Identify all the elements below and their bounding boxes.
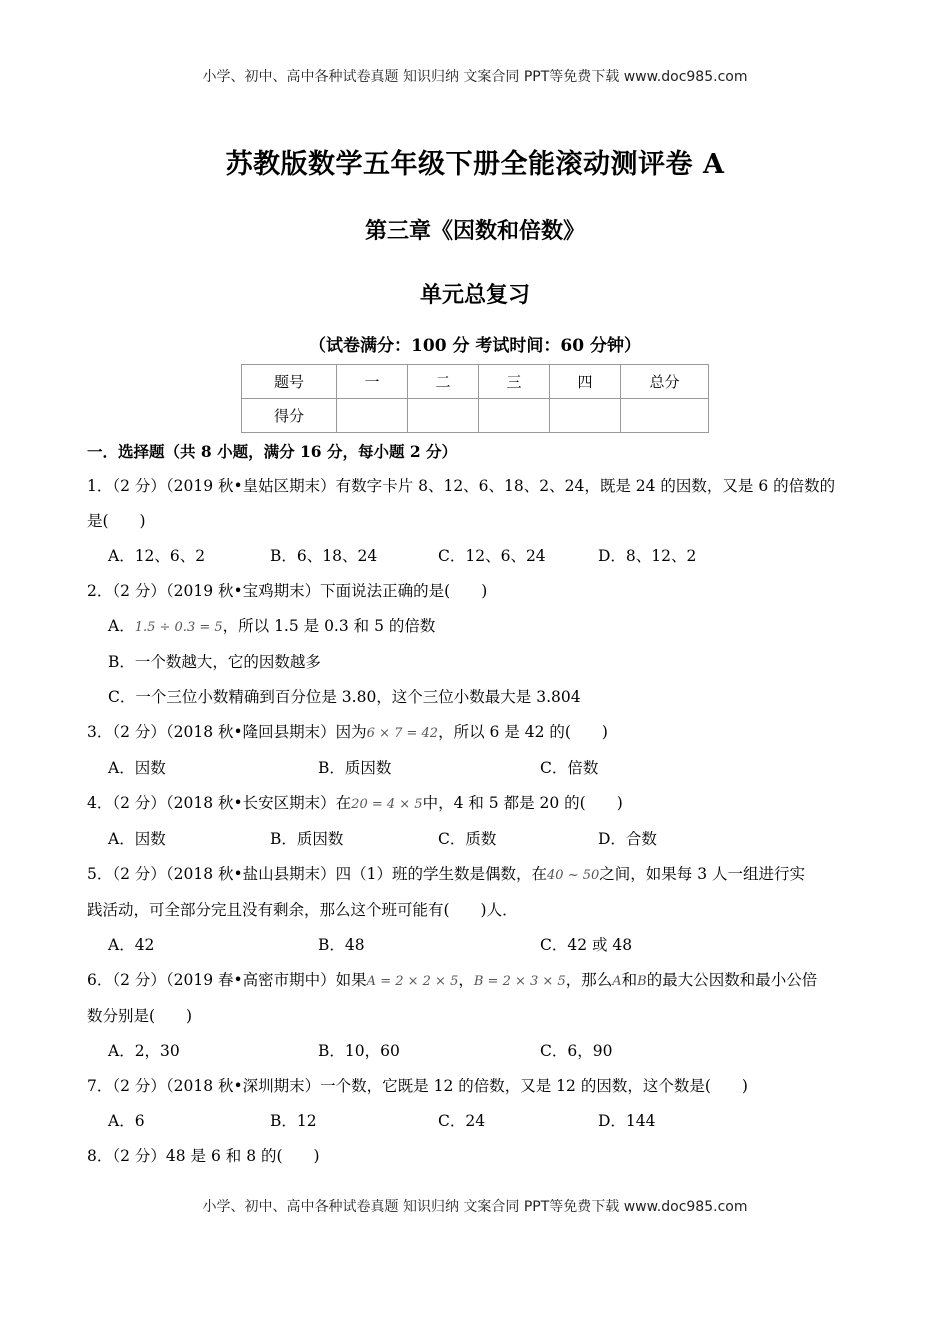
score-header-cell: 二 [408,365,479,399]
question-text: 数分别是( ) [87,1007,193,1025]
question-text: 1．（2 分）（2019 秋•皇姑区期末）有数字卡片 8、12、6、18、2、24，既是 24 的因数，又是 6 的倍数的 [87,477,836,495]
question-6 [87,963,867,1069]
section-heading: 一．选择题（共 8 小题，满分 16 分，每小题 2 分） [87,442,458,461]
score-cell[interactable] [337,399,408,433]
question-suffix: ，所以 6 是 42 的( ) [438,723,608,741]
question-mid: ，那么 [565,971,613,989]
question-suffix: 中，4 和 5 都是 20 的( ) [422,794,623,812]
option-row [87,822,867,857]
option-b[interactable]: B．48 [318,936,365,954]
option-b[interactable]: B．12 [270,1112,317,1130]
score-table-header-row [242,365,709,399]
question-suffix: 之间，如果每 3 人一组进行实 [599,865,805,883]
math-expression: 1.5 ÷ 0.3 = 5 [134,620,223,635]
option-d[interactable]: D．144 [598,1112,656,1130]
option-a[interactable]: A．2，30 [108,1042,180,1060]
math-expression: 6 × 7 = 42 [366,726,439,741]
question-prefix: 4．（2 分）（2018 秋•长安区期末）在 [87,794,352,812]
score-cell[interactable] [621,399,709,433]
option-c[interactable]: C．24 [438,1112,486,1130]
question-2 [87,574,867,715]
math-expression: B [637,974,647,989]
exam-info: （试卷满分：100 分 考试时间：60 分钟） [309,336,641,356]
math-expression: A = 2 × 2 × 5 [366,974,459,989]
option-prefix: A． [108,617,135,635]
option-b[interactable]: B．一个数越大，它的因数越多 [108,653,321,671]
option-d[interactable]: D．8、12、2 [598,547,697,565]
option-row [87,1034,867,1069]
question-text: 7．（2 分）（2018 秋•深圳期末）一个数，它既是 12 的倍数，又是 12 的因数，这个数是( ) [87,1077,748,1095]
option-c[interactable]: C．6，90 [540,1042,613,1060]
option-row [87,539,867,574]
page-header: 小学、初中、高中各种试卷真题 知识归纳 文案合同 PPT等免费下载 www.doc985.com [202,69,748,85]
option-b[interactable]: B．质因数 [318,759,392,777]
question-text: 践活动，可全部分完且没有剩余，那么这个班可能有( )人． [87,901,518,919]
option-c[interactable]: C．42 或 48 [540,936,633,954]
option-b[interactable]: B．质因数 [270,830,344,848]
exam-content [87,434,867,1174]
math-expression: 40 ~ 50 [547,868,600,883]
score-header-cell: 题号 [242,365,337,399]
score-header-cell: 一 [337,365,408,399]
option-a[interactable]: A．42 [108,936,155,954]
option-a[interactable]: A．12、6、2 [108,547,206,565]
question-text [87,963,867,999]
option-c[interactable]: C．质数 [438,830,497,848]
question-3 [87,715,867,786]
unit-title: 单元总复习 [419,282,530,308]
option-row [87,1104,867,1139]
question-text: 2．（2 分）（2019 秋•宝鸡期末）下面说法正确的是( ) [87,582,488,600]
question-5 [87,857,867,963]
page-footer: 小学、初中、高中各种试卷真题 知识归纳 文案合同 PPT等免费下载 www.doc985.com [202,1199,748,1215]
question-7 [87,1069,867,1139]
option-c[interactable]: C．倍数 [540,759,599,777]
question-mid: ， [458,971,474,989]
option-b[interactable]: B．6、18、24 [270,547,378,565]
score-table-score-row [242,399,709,433]
question-1 [87,469,867,574]
option-a[interactable]: A．6 [108,1112,145,1130]
option-text: ，所以 1.5 是 0.3 和 5 的倍数 [222,617,436,635]
option-c[interactable]: C．一个三位小数精确到百分位是 3.80，这个三位小数最大是 3.804 [108,688,581,706]
math-expression: B = 2 × 3 × 5 [473,974,566,989]
math-expression: A [612,974,622,989]
score-table [241,364,709,433]
chapter-title: 第三章《因数和倍数》 [364,218,585,244]
question-text [87,715,867,751]
question-text [87,786,867,822]
question-mid: 和 [621,971,638,989]
option-a[interactable]: A．因数 [108,759,166,777]
score-header-cell: 四 [550,365,621,399]
math-expression: 20 = 4 × 5 [351,797,423,812]
question-suffix: 的最大公因数和最小公倍 [646,971,818,989]
option-row [87,928,867,963]
option-c[interactable]: C．12、6、24 [438,547,546,565]
question-4 [87,786,867,857]
option-a[interactable] [87,609,867,645]
question-prefix: 5．（2 分）（2018 秋•盐山县期末）四（1）班的学生数是偶数，在 [87,865,548,883]
question-8 [87,1139,867,1174]
score-cell[interactable] [479,399,550,433]
score-cell[interactable] [408,399,479,433]
option-row [87,751,867,786]
option-d[interactable]: D．合数 [598,830,657,848]
score-row-label: 得分 [242,399,337,433]
option-a[interactable]: A．因数 [108,830,166,848]
question-prefix: 3．（2 分）（2018 秋•隆回县期末）因为 [87,723,367,741]
question-text [87,857,867,893]
question-prefix: 6．（2 分）（2019 春•高密市期中）如果 [87,971,367,989]
score-cell[interactable] [550,399,621,433]
option-b[interactable]: B．10，60 [318,1042,400,1060]
question-text: 是( ) [87,512,146,530]
score-header-cell: 三 [479,365,550,399]
exam-title: 苏教版数学五年级下册全能滚动测评卷 A [225,149,725,180]
question-text: 8．（2 分）48 是 6 和 8 的( ) [87,1147,320,1165]
score-header-cell: 总分 [621,365,709,399]
